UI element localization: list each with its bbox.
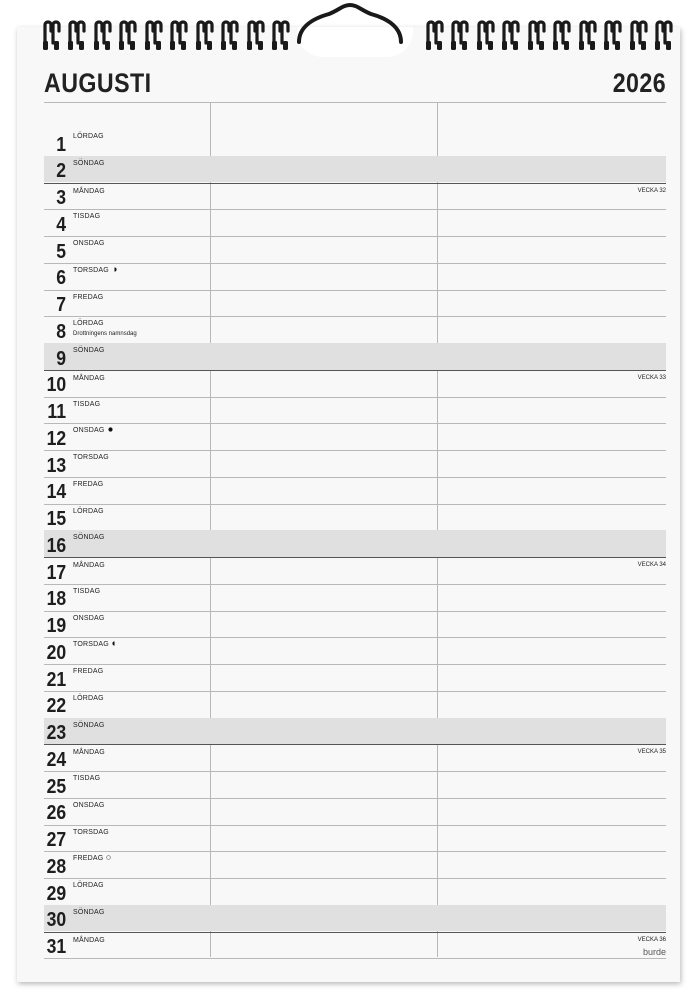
- day-label: [73, 641, 117, 648]
- week-number: VECKA 32: [637, 187, 666, 194]
- spiral-coil: [118, 19, 138, 52]
- day-label: [73, 213, 100, 220]
- day-name: TORSDAG: [73, 454, 109, 461]
- new-moon-icon: [108, 427, 113, 432]
- day-label: [73, 375, 105, 382]
- day-number: 11: [47, 401, 66, 424]
- day-name: SÖNDAG: [73, 908, 105, 916]
- day-name: TISDAG: [73, 213, 101, 221]
- spiral-coil: [271, 19, 291, 52]
- day-name: SÖNDAG: [73, 347, 105, 354]
- day-number: 2: [56, 160, 66, 183]
- day-row[interactable]: [44, 851, 666, 878]
- spiral-coil: [629, 19, 649, 52]
- spiral-coil: [246, 19, 266, 52]
- day-row[interactable]: [44, 718, 666, 745]
- day-name: LÖRDAG: [73, 507, 104, 515]
- day-label: [73, 829, 109, 836]
- holiday-note: Drottningens namnsdag: [73, 331, 137, 338]
- month-title: AUGUSTI: [44, 68, 152, 98]
- spiral-coil: [552, 19, 572, 52]
- day-row[interactable]: [44, 183, 666, 210]
- day-name: LÖRDAG: [73, 694, 104, 702]
- spiral-coil: [42, 19, 62, 52]
- day-number: 6: [56, 267, 66, 290]
- day-row[interactable]: [44, 691, 666, 718]
- day-number: 30: [46, 909, 67, 932]
- day-name: TISDAG: [73, 400, 101, 408]
- day-number: 17: [46, 561, 67, 584]
- day-row[interactable]: [44, 557, 666, 584]
- spiral-coil: [220, 19, 240, 52]
- day-row[interactable]: [44, 905, 666, 932]
- day-number: 27: [46, 829, 67, 852]
- spiral-coil: [195, 19, 215, 52]
- day-name: FREDAG: [73, 293, 104, 301]
- spiral-coil: [144, 19, 164, 52]
- day-label: [73, 267, 117, 274]
- day-name: LÖRDAG: [73, 320, 104, 328]
- day-row[interactable]: [44, 932, 666, 959]
- day-label: [73, 427, 113, 434]
- day-number: 4: [56, 213, 66, 236]
- spiral-coil: [169, 19, 189, 52]
- day-name: FREDAG: [73, 668, 104, 675]
- week-number: VECKA 36: [637, 936, 666, 943]
- day-number: 20: [46, 641, 67, 664]
- day-label: [73, 749, 105, 756]
- day-label: [73, 481, 103, 488]
- day-number: 24: [46, 748, 67, 771]
- spiral-coil: [527, 19, 547, 52]
- day-label: [73, 937, 105, 944]
- day-row[interactable]: [44, 611, 666, 638]
- day-number: 15: [46, 508, 67, 531]
- day-label: [73, 588, 100, 595]
- spiral-coil: [501, 19, 521, 52]
- day-row[interactable]: [44, 744, 666, 771]
- day-row[interactable]: [44, 477, 666, 504]
- day-label: [73, 855, 111, 862]
- day-label: [73, 695, 104, 702]
- day-row[interactable]: [44, 290, 666, 317]
- day-row[interactable]: [44, 798, 666, 825]
- day-name: FREDAG: [73, 855, 104, 863]
- full-moon-icon: [106, 855, 111, 860]
- day-name: TORSDAG: [73, 641, 109, 649]
- day-label: [73, 347, 105, 354]
- day-number: 29: [46, 882, 67, 905]
- spiral-coil: [476, 19, 496, 52]
- day-row[interactable]: [44, 316, 666, 343]
- day-number: 19: [46, 615, 67, 638]
- week-number: VECKA 35: [637, 749, 666, 756]
- day-name: MÅNDAG: [73, 187, 105, 195]
- day-row[interactable]: [44, 450, 666, 477]
- grid-top-rule: [44, 102, 666, 103]
- day-label: [73, 722, 105, 729]
- day-row[interactable]: [44, 825, 666, 852]
- day-label: [73, 534, 105, 541]
- day-name: SÖNDAG: [73, 721, 105, 729]
- day-name: TORSDAG: [73, 828, 109, 836]
- day-number: 5: [56, 240, 66, 263]
- day-label: [73, 160, 105, 167]
- day-name: ONSDAG: [73, 427, 105, 435]
- day-number: 21: [46, 668, 67, 691]
- day-number: 10: [46, 374, 67, 397]
- day-number: 25: [46, 775, 67, 798]
- day-name: ONSDAG: [73, 614, 105, 622]
- day-label: [73, 562, 105, 569]
- day-row[interactable]: [44, 236, 666, 263]
- day-label: [73, 294, 103, 301]
- day-row[interactable]: [44, 397, 666, 424]
- spiral-coil: [425, 19, 445, 52]
- day-name: FREDAG: [73, 480, 104, 488]
- day-number: 13: [46, 454, 67, 477]
- day-number: 1: [56, 133, 66, 156]
- day-label: [73, 909, 105, 916]
- day-label: [73, 401, 100, 408]
- row-rule: [44, 958, 666, 959]
- spiral-coil: [578, 19, 598, 52]
- week-number: VECKA 33: [637, 374, 666, 381]
- day-label: [73, 668, 103, 675]
- day-label: [73, 615, 105, 622]
- day-row[interactable]: [44, 370, 666, 397]
- day-row[interactable]: [44, 530, 666, 557]
- day-name: TISDAG: [73, 587, 101, 595]
- week-number: VECKA 34: [637, 562, 666, 568]
- day-number: 16: [46, 534, 67, 557]
- day-label: [73, 240, 105, 247]
- day-name: LÖRDAG: [73, 133, 104, 140]
- day-number: 9: [56, 347, 66, 370]
- day-number: 3: [56, 187, 66, 210]
- day-label: [73, 508, 104, 515]
- day-row[interactable]: [44, 771, 666, 798]
- day-name: ONSDAG: [73, 240, 105, 247]
- day-name: TISDAG: [73, 775, 101, 782]
- day-label: [73, 320, 104, 327]
- day-name: MÅNDAG: [73, 374, 105, 382]
- day-name: MÅNDAG: [73, 562, 105, 569]
- day-number: 26: [46, 802, 67, 825]
- day-label: [73, 882, 104, 889]
- day-number: 8: [56, 320, 66, 343]
- brand-logo: burde: [642, 947, 666, 957]
- day-row[interactable]: [44, 423, 666, 450]
- day-row[interactable]: [44, 209, 666, 236]
- year-title: 2026: [612, 68, 666, 98]
- first-quarter-moon-icon: [112, 641, 117, 646]
- spiral-coil: [67, 19, 87, 52]
- day-name: ONSDAG: [73, 801, 105, 809]
- day-number: 18: [46, 588, 67, 611]
- day-row[interactable]: [44, 664, 666, 691]
- day-row[interactable]: [44, 263, 666, 290]
- day-label: [73, 802, 105, 809]
- spiral-coil: [603, 19, 623, 52]
- day-name: LÖRDAG: [73, 882, 104, 889]
- day-number: 22: [46, 695, 67, 718]
- day-number: 31: [46, 936, 67, 959]
- day-label: [73, 775, 100, 782]
- day-number: 12: [46, 427, 67, 450]
- calendar-grid: [44, 102, 666, 957]
- day-name: TORSDAG: [73, 266, 109, 274]
- day-label: [73, 188, 105, 195]
- day-name: MÅNDAG: [73, 749, 105, 757]
- day-row[interactable]: [44, 504, 666, 531]
- spiral-coil: [654, 19, 674, 52]
- day-label: [73, 133, 104, 140]
- day-number: 23: [46, 722, 67, 745]
- last-quarter-moon-icon: [112, 267, 117, 272]
- day-number: 7: [56, 294, 66, 317]
- day-row[interactable]: [44, 156, 666, 183]
- day-name: SÖNDAG: [73, 159, 105, 167]
- day-row[interactable]: [44, 343, 666, 370]
- hanger-hook: [285, 0, 415, 46]
- day-row[interactable]: [44, 878, 666, 905]
- day-number: 28: [46, 855, 67, 878]
- day-name: SÖNDAG: [73, 534, 105, 542]
- day-row[interactable]: [44, 637, 666, 664]
- day-name: MÅNDAG: [73, 936, 105, 944]
- day-row[interactable]: [44, 129, 666, 156]
- day-label: [73, 454, 109, 461]
- day-number: 14: [46, 481, 67, 504]
- day-row[interactable]: [44, 584, 666, 611]
- spiral-coil: [93, 19, 113, 52]
- spiral-coil: [450, 19, 470, 52]
